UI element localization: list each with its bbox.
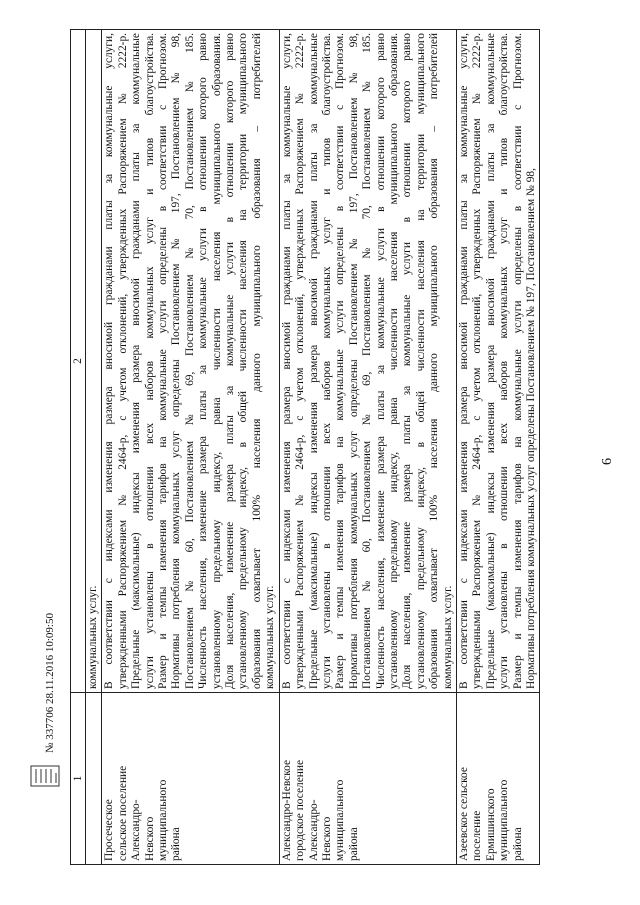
municipality-name-line: сельское поселение	[116, 765, 129, 861]
description-line: Доля населения, изменение размера платы за коммунальные услуги в отношении которого равно	[401, 33, 414, 689]
municipality-name-line: Ермишинского	[484, 788, 497, 861]
tariff-table	[70, 29, 540, 865]
registration-line: № 337706 28.11.2016 10:09:50	[44, 613, 56, 753]
municipality-name-line: Азеевское сельское	[457, 767, 470, 861]
description-line: В соответствии с индексами изменения размера вносимой гражданами платы за коммунальные услуги,	[457, 33, 470, 689]
description-line: коммунальных услуг.	[264, 585, 277, 689]
description-line: Нормативы потребления коммунальных услуг определены Постановлением № 197, Постановлением № 98,	[525, 168, 537, 689]
description-line: установленному предельному индексу, в общей численности населения на территории муниципального	[414, 33, 427, 689]
municipality-cell	[456, 693, 539, 865]
description-line: Предельные (максимальные) индексы изменения размера вносимой гражданами платы за коммунальные	[130, 33, 143, 689]
description-line: утвержденными Распоряжением № 2464-р, с учетом отклонений, утвержденных Распоряжением № 2222-р.	[116, 33, 129, 689]
description-line: В соответствии с индексами изменения размера вносимой гражданами платы за коммунальные услуги,	[280, 33, 293, 689]
description-line: услуги установлены в отношении всех наборов коммунальных услуг и типов благоустройства.	[498, 33, 511, 689]
municipality-name-line: района	[347, 827, 360, 861]
description-line: Численность населения, изменение размера платы за коммунальные услуги в отношении которого равно	[197, 33, 210, 689]
description-line: образования охватывает 100% населения данного муниципального образования – потребителей	[250, 33, 263, 689]
municipality-name-line: Невского	[143, 816, 156, 861]
municipality-name-line: Александро-	[130, 799, 143, 861]
municipality-name-line: муниципального	[157, 779, 170, 861]
description-line: Размер и темпы изменения тарифов на коммунальные услуги определены в соответствии с Прогнозом.	[334, 33, 347, 689]
description-line: утвержденными Распоряжением № 2464-р, с учетом отклонений, утвержденных Распоряжением № 2222-р.	[294, 33, 307, 689]
municipality-name-line: района	[511, 827, 524, 861]
municipality-name-line: района	[170, 827, 183, 861]
description-line: Предельные (максимальные) индексы изменения размера вносимой гражданами платы за коммунальные	[484, 33, 497, 689]
table-row	[279, 30, 456, 865]
description-line: Нормативы потребления коммунальных услуг определены Постановлением № 197, Постановлением № 98,	[170, 33, 183, 689]
municipality-cell	[102, 693, 279, 865]
municipality-cell	[279, 693, 456, 865]
table-row	[102, 30, 279, 865]
continuation-cell-empty	[86, 693, 102, 865]
municipality-name-line: муниципального	[498, 779, 511, 861]
table-row	[456, 30, 539, 865]
description-line: Предельные (максимальные) индексы изменения размера вносимой гражданами платы за коммунальные	[307, 33, 320, 689]
description-cell	[456, 30, 539, 693]
table-header-row	[71, 30, 86, 865]
description-line: установленному предельному индексу, равна численности населения муниципального образования.	[387, 33, 400, 689]
municipality-name-line: Невского	[320, 816, 333, 861]
description-line: Численность населения, изменение размера платы за коммунальные услуги в отношении которого равно	[374, 33, 387, 689]
municipality-name-line: Александро-Невское	[280, 759, 293, 861]
description-line: услуги установлены в отношении всех наборов коммунальных услуг и типов благоустройства.	[320, 33, 333, 689]
municipality-name-line: поселение	[471, 810, 484, 861]
description-line: установленному предельному индексу, равна численности населения муниципального образования.	[210, 33, 223, 689]
description-line: Размер и темпы изменения тарифов на коммунальные услуги определены в соответствии с Прогнозом.	[157, 33, 170, 689]
continuation-cell: коммунальных услуг.	[86, 30, 102, 693]
description-line: образования охватывает 100% населения данного муниципального образования – потребителей	[428, 33, 441, 689]
municipality-name-line: муниципального	[334, 779, 347, 861]
description-line: установленному предельному индексу, в общей численности населения на территории муниципального	[237, 33, 250, 689]
description-line: услуги установлены в отношении всех наборов коммунальных услуг и типов благоустройства.	[143, 33, 156, 689]
column-header-2: 2	[71, 30, 86, 693]
registration-stamp-icon	[30, 765, 60, 787]
description-cell	[102, 30, 279, 693]
description-line: утвержденными Распоряжением № 2464-р, с учетом отклонений, утвержденных Распоряжением № 2222-р.	[471, 33, 484, 689]
municipality-name-line: Просеческое	[103, 799, 116, 861]
description-cell	[279, 30, 456, 693]
description-line: Доля населения, изменение размера платы за коммунальные услуги в отношении которого равно	[224, 33, 237, 689]
description-line: Постановлением № 60, Постановлением № 69, Постановлением № 70, Постановлением № 185.	[361, 33, 374, 689]
description-line: В соответствии с индексами изменения размера вносимой гражданами платы за коммунальные услуги,	[103, 33, 116, 689]
column-header-1: 1	[71, 693, 86, 865]
municipality-name-line: Александро-	[307, 799, 320, 861]
description-line: Постановлением № 60, Постановлением № 69, Постановлением № 70, Постановлением № 185.	[183, 33, 196, 689]
description-line: Нормативы потребления коммунальных услуг определены Постановлением № 197, Постановлением № 98,	[347, 33, 360, 689]
municipality-name-line: городское поселение	[294, 759, 307, 861]
description-line: коммунальных услуг.	[441, 585, 454, 689]
description-line: Размер и темпы изменения тарифов на коммунальные услуги определены в соответствии с Прогнозом.	[511, 33, 524, 689]
continuation-row	[86, 30, 102, 865]
page-number: 6	[600, 458, 615, 465]
